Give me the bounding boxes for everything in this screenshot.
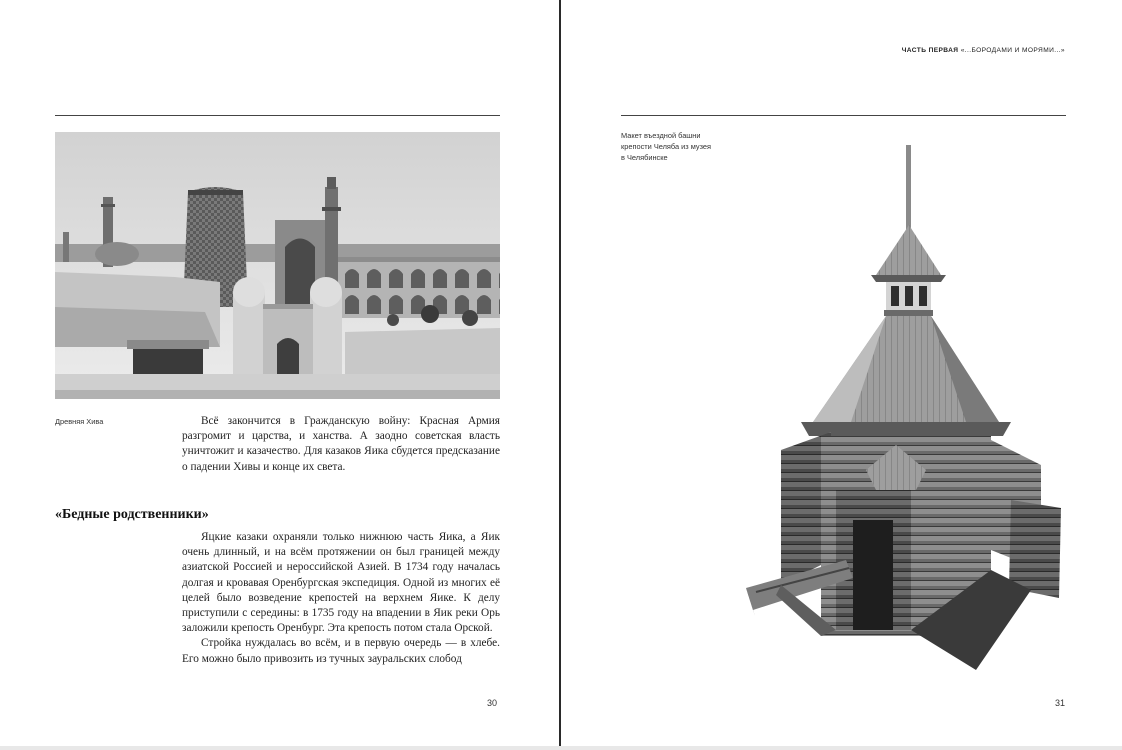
intro-paragraph-block [182,414,500,475]
header-rule [621,115,1066,116]
tower-caption-line-2: крепости Челяба из музея [621,142,712,151]
page-bottom-edge [0,746,1122,750]
right-page [561,0,1122,750]
tower-caption-line-3: в Челябинске [621,153,668,162]
page-number-right: 31 [1055,698,1066,708]
left-page [0,0,560,750]
section-text-block [182,530,500,682]
paragraph-yaik-cossacks: Яцкие казаки охраняли только нижнюю часть Яика, а Яик очень длинный, и на всём протяжении он был границей между азиатской Россией и нероссийской Азией. В 1734 году началась долгая и кровавая Оренбургская экспедиция. Одной из многих её целей было возведение крепостей на верхнем Яике. К делу приступили с середины: в 1735 году на впадении в Яик реки Орь заложили крепость Оренбург. Эта крепость потом стала Орской. [182,531,500,635]
fortress-tower-photo [741,140,1071,670]
tower-caption-line-1: Макет въездной башни [621,131,701,140]
tower-caption [621,130,751,163]
running-head-title: «...БОРОДАМИ И МОРЯМИ...» [960,47,1065,54]
paragraph-construction: Стройка нуждалась во всём, и в первую очередь — в хлебе. Его можно было привозить из тучных зауральских слобод [182,637,500,665]
khiva-photo [55,132,500,399]
page-number-left: 30 [487,698,498,708]
paragraph-civil-war: Всё закончится в Гражданскую войну: Красная Армия разгромит и царства, и ханства. А заодно советская власть уничтожит и казачество. Для казаков Яика сбудется предсказание о падении Хивы и конце их света. [182,415,500,473]
running-head-part: ЧАСТЬ ПЕРВАЯ [901,47,959,54]
header-rule [55,115,500,116]
section-heading: «Бедные родственники» [55,507,209,522]
khiva-caption: Древняя Хива [55,417,104,426]
running-head [902,47,1065,54]
